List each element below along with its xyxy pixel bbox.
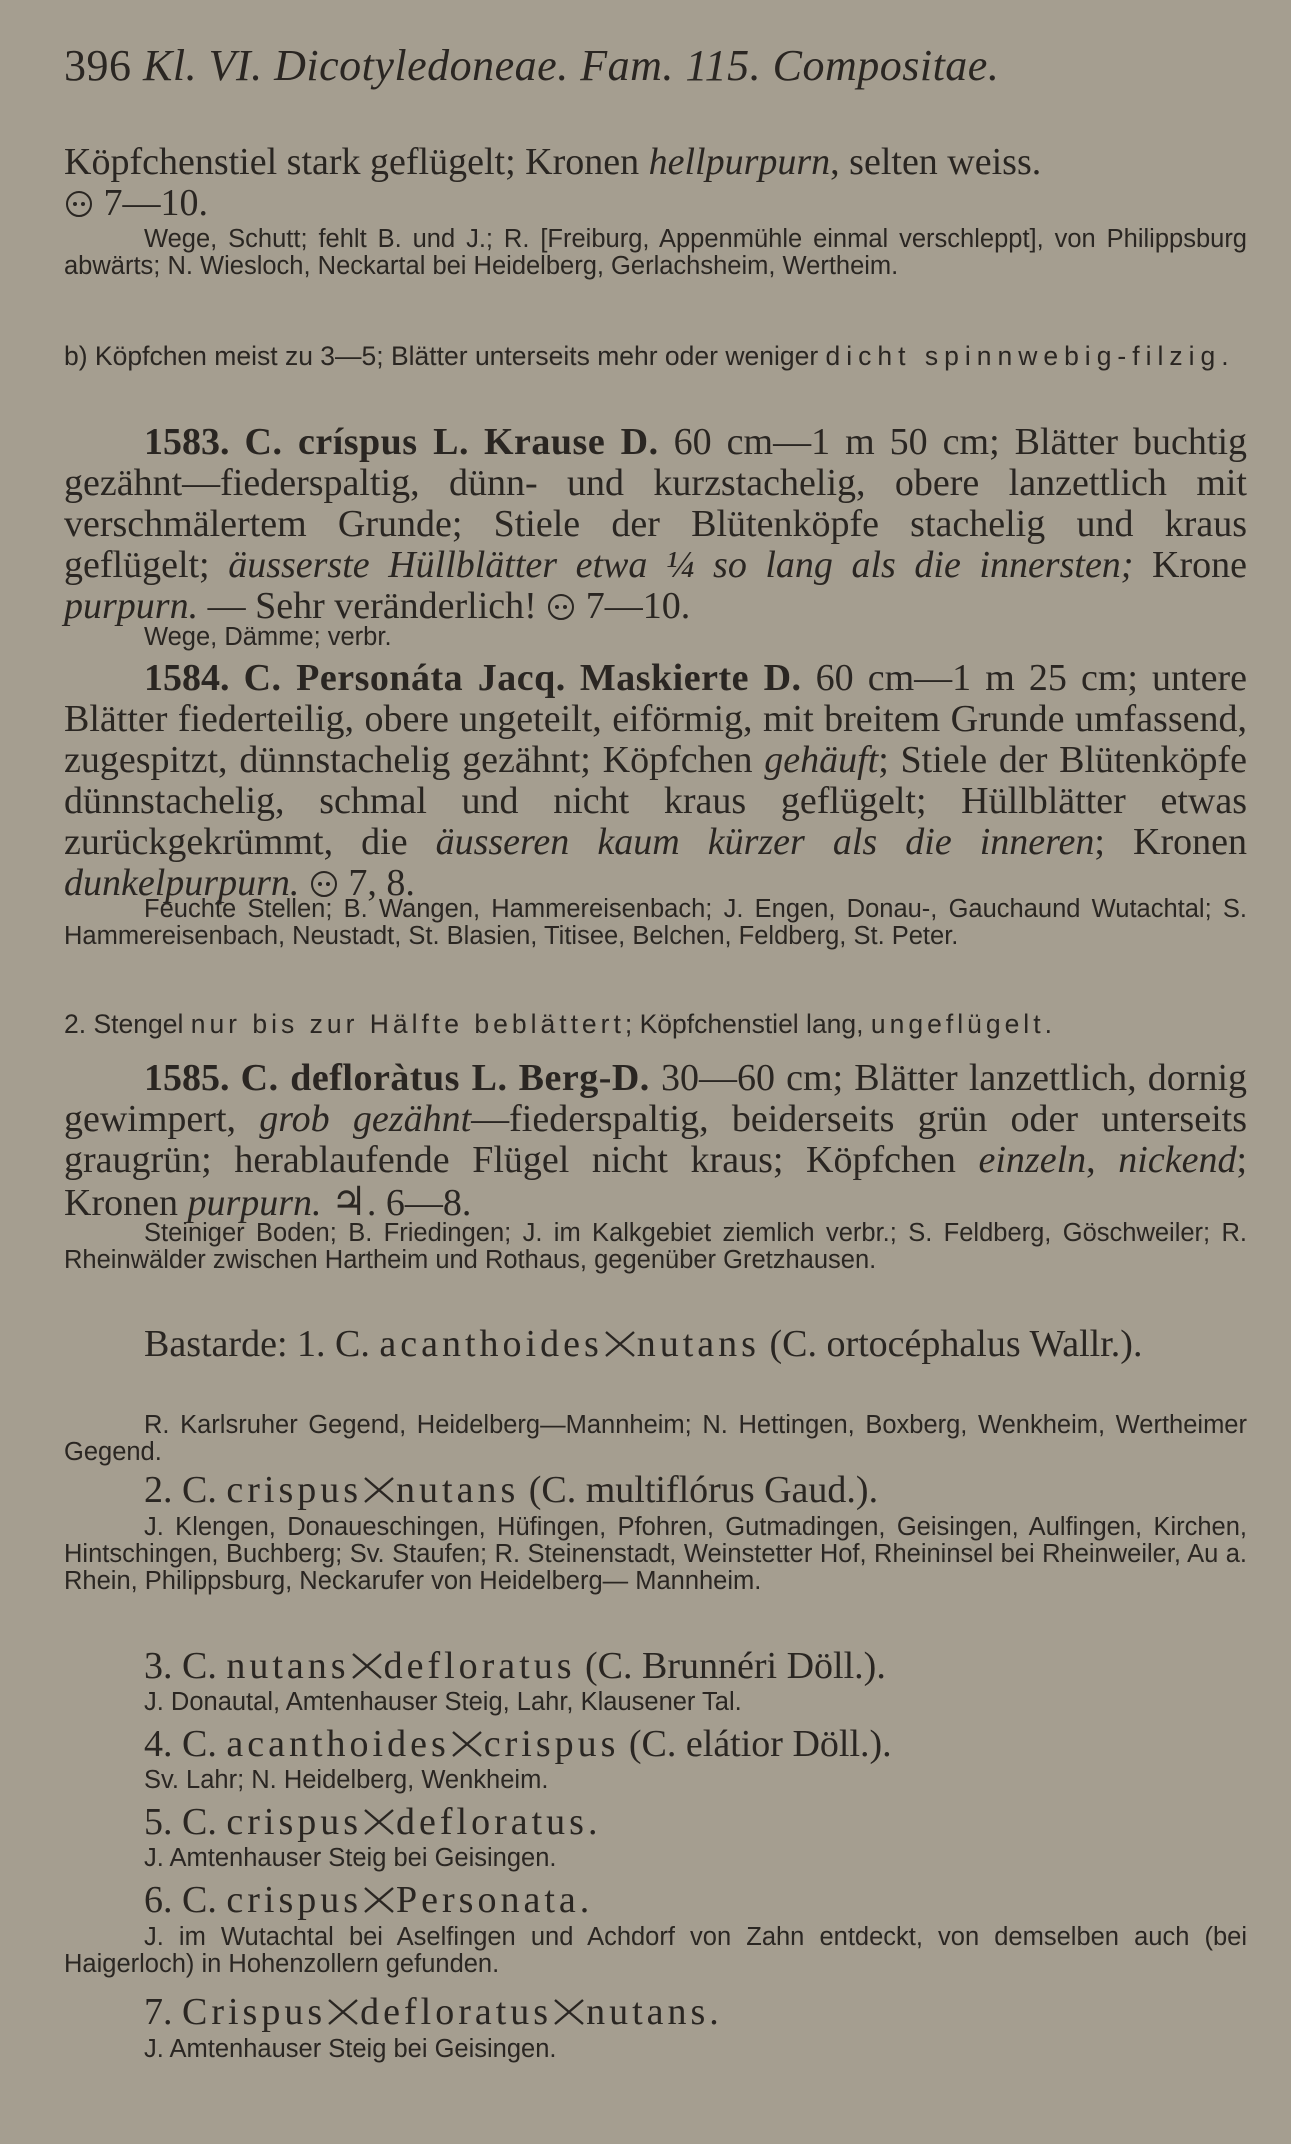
habitat-1585: Steiniger Boden; B. Friedingen; J. im Kalkgebiet ziemlich verbr.; S. Feldberg, Göschweiler; R. Rheinwälder zwischen Hartheim und Rothaus, gegenüber Gretzhausen. xyxy=(64,1219,1247,1274)
species-number: 1583. xyxy=(144,421,230,463)
key-2: 2. Stengel nur bis zur Hälfte beblättert; Köpfchenstiel lang, ungeflügelt. xyxy=(64,1009,1052,1039)
intro-habitat: Wege, Schutt; fehlt B. und J.; R. [Freiburg, Appenmühle einmal verschleppt], von Philippsburg abwärts; N. Wiesloch, Neckartal bei Heidelberg, Gerlachsheim, Wertheim. xyxy=(64,225,1247,280)
hybrid-2-localities: J. Klengen, Donaueschingen, Hüfingen, Pfohren, Gutmadingen, Geisingen, Aulfingen, Kirchen, Hintschingen, Buchberg; Sv. Staufen; R. Steinenstadt, Weinstetter Hof, Rheininsel bei Rheinweiler, Au a. Rhein, Philippsburg, Neckarufer von Heidelberg— Mannheim. xyxy=(64,1513,1247,1595)
key-b: b) Köpfchen meist zu 3—5; Blätter unterseits mehr oder weniger dicht spinnwebig-filzig. xyxy=(64,341,1229,371)
page-number: 396 xyxy=(64,41,132,90)
german-name: Berg-D. xyxy=(518,1057,650,1099)
hybrid-6-localities: J. im Wutachtal bei Aselfingen und Achdorf von Zahn entdeckt, von demselben auch (bei Haigerloch) in Hohenzollern gefunden. xyxy=(64,1923,1247,1978)
german-name: Krause D. xyxy=(483,421,659,463)
hybrid-4-localities: Sv. Lahr; N. Heidelberg, Wenkheim. xyxy=(144,1766,549,1794)
intro-description: Köpfchenstiel stark geflügelt; Kronen hellpurpurn, selten weiss. 7—10. xyxy=(64,141,1042,224)
german-name: Maskierte D. xyxy=(579,657,802,699)
species-entry-1583: 1583. C. críspus L. Krause D. 60 cm—1 m 50 cm; Blätter buchtig gezähnt—fiederspaltig, dünn- und kurzstachelig, obere lanzettlich mit verschmälertem Grunde; Stiele der Blütenköpfe stachelig und kraus geflügelt; äusserste Hüllblätter etwa ¼ so lang als die innersten; Krone purpurn. — Sehr veränderlich! 7—10. xyxy=(64,421,1248,627)
hybrid-5-localities: J. Amtenhauser Steig bei Geisingen. xyxy=(144,1844,557,1872)
cross-icon xyxy=(350,1651,384,1681)
habitat-1583: Wege, Dämme; verbr. xyxy=(144,623,392,651)
running-header xyxy=(64,40,1247,91)
hybrid-3: 3. C. nutans defloratus (C. Brunnéri Döll.). xyxy=(144,1645,886,1687)
cross-icon xyxy=(603,1329,637,1359)
hybrid-7: 7. Crispus defloratus nutans. xyxy=(144,1991,723,2033)
header-family: Fam. 115. xyxy=(580,41,762,90)
species-name: C. defloràtus L. xyxy=(240,1057,508,1099)
header-division: Dicotyledoneae. xyxy=(274,41,569,90)
cross-icon xyxy=(326,1997,360,2027)
hybrid-6: 6. C. crispus Personata. xyxy=(144,1879,594,1921)
species-entry-1585: 1585. C. defloràtus L. Berg-D. 30—60 cm; Blätter lanzettlich, dornig gewimpert, grob gezähnt—fiederspaltig, beiderseits grün oder unterseits graugrün; herablaufende Flügel nicht kraus; Köpfchen einzeln, nickend; Kronen purpurn. ♃. 6—8. xyxy=(64,1057,1247,1224)
species-number: 1585. xyxy=(144,1057,230,1099)
perennial-symbol: ♃ xyxy=(331,1179,367,1224)
biennial-symbol-icon xyxy=(546,592,576,622)
hybrid-5: 5. C. crispus defloratus. xyxy=(144,1801,602,1843)
hybrid-4: 4. C. acanthoides crispus (C. elátior Döll.). xyxy=(144,1723,892,1765)
intro-color: hellpurpurn xyxy=(648,141,831,183)
cross-icon xyxy=(362,1885,396,1915)
species-name: C. críspus L. xyxy=(244,421,469,463)
cross-icon xyxy=(450,1729,484,1759)
header-family-name: Compositae. xyxy=(772,41,1000,90)
species-entry-1584: 1584. C. Personáta Jacq. Maskierte D. 60 cm—1 m 25 cm; untere Blätter fiederteilig, obere ungeteilt, eiförmig, mit breitem Grunde umfassend, zugespitzt, dünnstachelig gezähnt; Köpfchen gehäuft; Stiele der Blütenköpfe dünnstachelig, schmal und nicht kraus geflügelt; Hüllblätter etwas zurückgekrümmt, die äusseren kaum kürzer als die inneren; Kronen dunkelpurpurn. 7, 8. xyxy=(64,657,1248,904)
cross-icon xyxy=(552,1997,586,2027)
species-name: C. Personáta Jacq. xyxy=(243,657,566,699)
cross-icon xyxy=(362,1475,396,1505)
habitat-1584: Feuchte Stellen; B. Wangen, Hammereisenbach; J. Engen, Donau-, Gauchaund Wutachtal; S. Hammereisenbach, Neustadt, St. Blasien, Titisee, Belchen, Feldberg, St. Peter. xyxy=(64,895,1247,950)
hybrid-3-localities: J. Donautal, Amtenhauser Steig, Lahr, Klausener Tal. xyxy=(144,1688,742,1716)
hybrid-1: Bastarde: 1. C. acanthoides nutans (C. ortocéphalus Wallr.). xyxy=(144,1323,1143,1365)
hybrid-7-localities: J. Amtenhauser Steig bei Geisingen. xyxy=(144,2035,557,2063)
species-number: 1584. xyxy=(144,657,230,699)
hybrid-1-localities: R. Karlsruher Gegend, Heidelberg—Mannheim; N. Hettingen, Boxberg, Wenkheim, Wertheimer Gegend. xyxy=(64,1411,1247,1466)
biennial-symbol-icon xyxy=(64,189,94,219)
hybrid-2: 2. C. crispus nutans (C. multiflórus Gaud.). xyxy=(144,1469,879,1511)
cross-icon xyxy=(362,1807,396,1837)
header-class: Kl. VI. xyxy=(143,41,263,90)
